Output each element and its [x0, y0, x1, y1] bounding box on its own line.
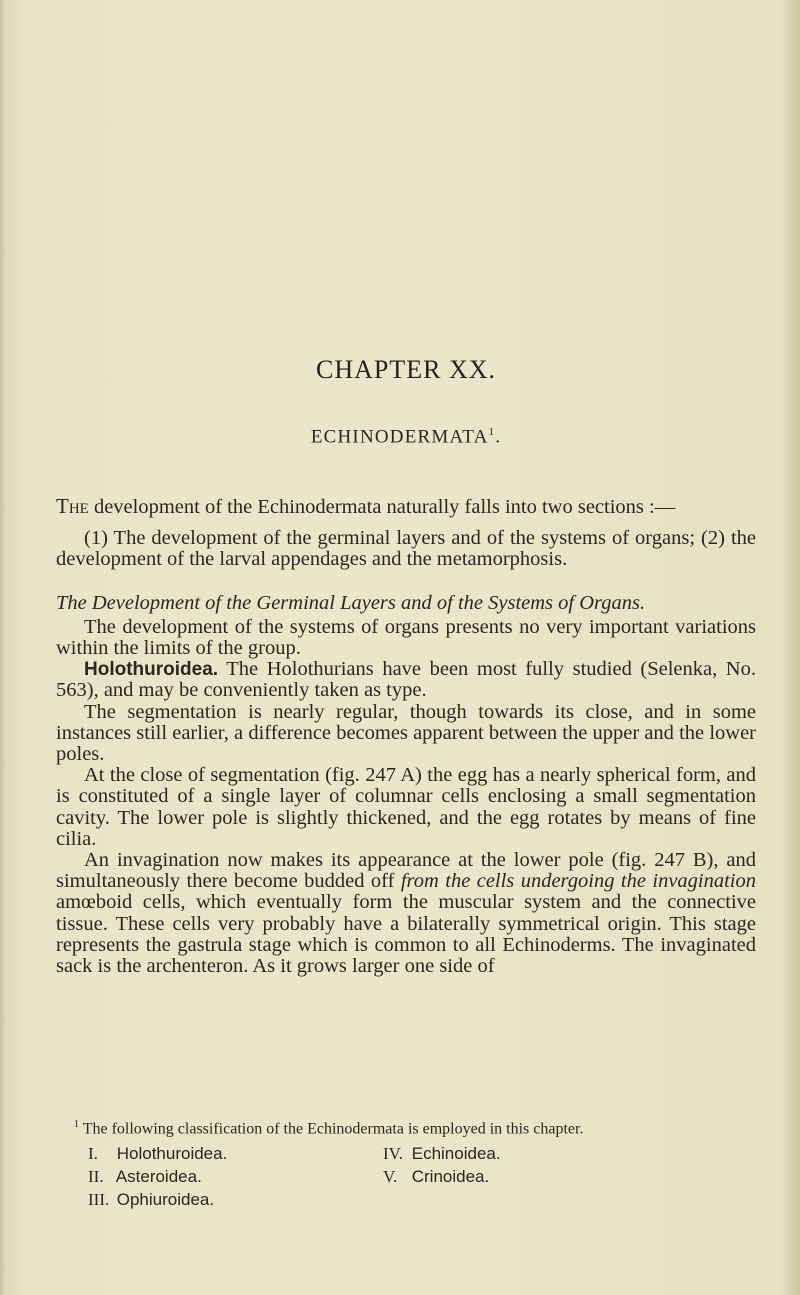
intro-lead-word: The [56, 494, 89, 518]
footnote [56, 1115, 756, 1211]
class-number: I. [88, 1144, 98, 1164]
paragraph-holothuroidea [56, 659, 756, 701]
classification-item [88, 1189, 383, 1211]
invagination-italic: from the cells undergoing the invagination [400, 870, 756, 893]
paragraph-close-of-segmentation: At the close of segmentation (fig. 247 A) the egg has a nearly spherical form, and is constituted of a single layer of columnar cells enclosing a small segmentation cavity. The lower pole is slightly thickened, and the egg rotates by means of fine cilia. [56, 764, 756, 850]
intro-paragraph [56, 496, 756, 518]
paragraph-variations: The development of the systems of organs presents no very important variations within the limits of the group. [56, 615, 756, 660]
footnote-text: The following classification of the Echinodermata is employed in this chapter. [79, 1120, 584, 1138]
paragraph-invagination [56, 850, 756, 977]
invagination-text-b: amœboid cells, which eventually form the muscular system and the connective tissue. These cells very probably have a bilaterally symmetrical origin. This stage represents the gastrula stage which is common to all Echinoderms. The invaginated sack is the archenteron. As it grows larger one side of [56, 891, 756, 978]
class-number: II. [88, 1167, 104, 1187]
section-title-suffix: . [495, 426, 502, 448]
classification-list [88, 1143, 756, 1211]
intro-text: development of the Echinodermata naturally falls into two sections :— [88, 496, 676, 518]
footnote-number: 1 [74, 1119, 79, 1130]
class-name: Holothuroidea. [116, 1144, 228, 1164]
body-text [56, 496, 756, 977]
class-name: Crinoidea. [411, 1167, 490, 1187]
class-number: III. [88, 1190, 110, 1210]
classification-item [88, 1143, 383, 1165]
page-edge-stain [782, 0, 800, 1295]
class-name: Asteroidea. [115, 1167, 202, 1187]
chapter-title: CHAPTER XX. [315, 355, 496, 384]
section-title-text: ECHINODERMATA [310, 426, 489, 448]
items-paragraph: (1) The development of the germinal layers and of the systems of organs; (2) the development of the larval appendages and the metamorphosis. [56, 527, 756, 571]
classification-item [88, 1166, 383, 1188]
class-number: IV. [383, 1144, 403, 1164]
invagination-text-a: An invagination now makes its appearance at the lower pole (fig. 247 B), and simultaneously there become budded off [56, 849, 756, 893]
footnote-line [56, 1115, 756, 1139]
holothuroidea-text: The Holothurians have been most fully studied (Selenka, No. 563), and may be conveniently taken as type. [56, 658, 756, 702]
classification-item [383, 1166, 603, 1188]
paragraph-segmentation: The segmentation is nearly regular, though towards its close, and in some instances still earlier, a difference becomes apparent between the upper and the lower poles. [56, 700, 756, 766]
class-name: Ophiuroidea. [116, 1190, 215, 1210]
holothuroidea-term: Holothuroidea. [84, 659, 219, 681]
section-title [56, 426, 756, 448]
footnote-marker: 1 [488, 426, 496, 438]
page-gutter-shadow [0, 0, 6, 1295]
class-name: Echinoidea. [411, 1144, 501, 1164]
subheading: The Development of the Germinal Layers and of the Systems of Organs. [56, 591, 646, 614]
class-number: V. [383, 1167, 398, 1187]
classification-item [383, 1143, 603, 1165]
